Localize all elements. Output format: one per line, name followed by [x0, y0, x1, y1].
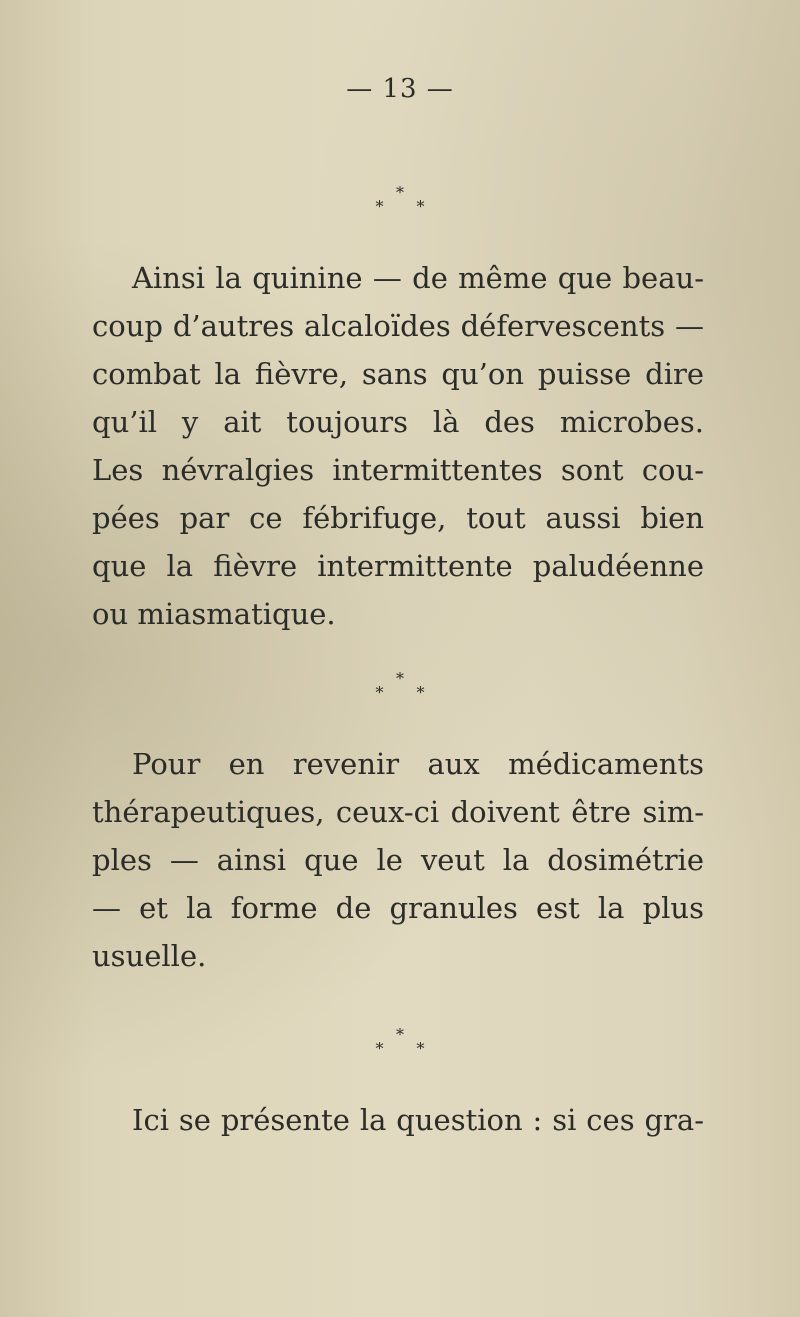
paragraph-line: ples — ainsi que le veut la dosimétrie	[92, 843, 704, 877]
asterism-separator	[0, 1025, 800, 1058]
asterism-top: *	[396, 183, 404, 202]
page-number: — 13 —	[346, 74, 454, 104]
paragraph-line: coup d’autres alcaloïdes défervescents —	[92, 309, 704, 343]
paragraph-line: usuelle.	[92, 939, 207, 973]
asterism-bottom: * *	[375, 683, 439, 702]
paragraph-quinine	[92, 254, 704, 638]
paragraph-line: Pour en revenir aux médicaments	[132, 747, 704, 781]
paragraph-line: qu’il y ait toujours là des microbes.	[92, 405, 704, 439]
paragraph-line: Ici se présente la question : si ces gra-	[132, 1103, 704, 1137]
paragraph-medicaments	[92, 740, 704, 980]
paragraph-line: combat la fièvre, sans qu’on puisse dire	[92, 357, 704, 391]
paragraph-line: Ainsi la quinine — de même que beau-	[132, 261, 704, 295]
asterism-top: *	[396, 669, 404, 688]
asterism-bottom: * *	[375, 1039, 439, 1058]
paragraph-line: que la fièvre intermittente paludéenne	[92, 549, 704, 583]
asterism-top: *	[396, 1025, 404, 1044]
paragraph-line: — et la forme de granules est la plus	[92, 891, 704, 925]
paragraph-question	[92, 1096, 704, 1144]
asterism-separator	[0, 183, 800, 216]
paragraph-line: ou miasmatique.	[92, 597, 336, 631]
paragraph-line: Les névralgies intermittentes sont cou-	[92, 453, 704, 487]
paragraph-line: pées par ce fébrifuge, tout aussi bien	[92, 501, 704, 535]
asterism-bottom: * *	[375, 197, 439, 216]
paragraph-line: thérapeutiques, ceux-ci doivent être sim-	[92, 795, 704, 829]
asterism-separator	[0, 669, 800, 702]
